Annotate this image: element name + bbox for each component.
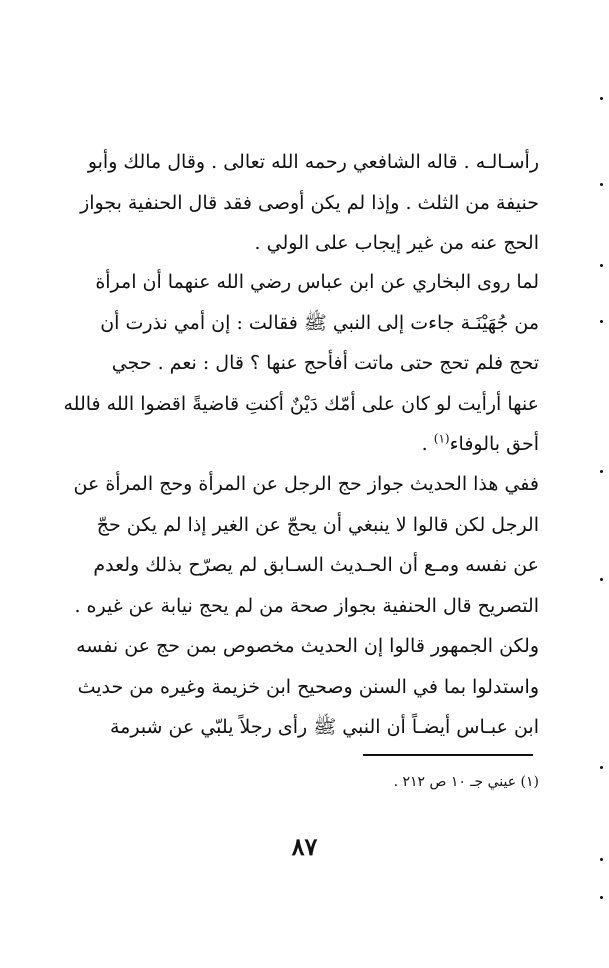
text-line: رأسـالـه . قاله الشافعي رحمه الله تعالى . وقال مالك وأبو xyxy=(87,151,539,173)
text-line xyxy=(69,424,539,465)
text-line: حنيفة من الثلث . وإذا لم يكن أوصى فقد قال الحنفية بجواز xyxy=(80,191,539,214)
edge-speck xyxy=(600,97,603,100)
text-line: لما روى البخاري عن ابن عباس رضي الله عنهما أن امرأة xyxy=(95,271,539,293)
text-line: من جُهَيْنَـة جاءت إلى النبي ﷺ فقالت : إن أمي نذرت أن xyxy=(100,311,539,334)
text-line: عن نفسه ومـع أن الحـديث السـابق لم يصرّح بذلك ولعدم xyxy=(93,554,539,576)
edge-speck xyxy=(600,858,603,861)
edge-speck xyxy=(600,470,603,473)
text-line-end: . xyxy=(421,433,434,455)
edge-speck xyxy=(600,896,603,899)
footnote-reference[interactable]: (١) xyxy=(433,431,450,446)
text-line: الرجل لكن قالوا لا ينبغي أن يحجّ عن الغير إذا لم يكن حجّ xyxy=(96,513,539,536)
text-line-start: أحق بالوفاء xyxy=(449,433,539,455)
text-line: ابن عبـاس أيضـاً أن النبي ﷺ رأى رجلاً يلبّي عن شبرمة xyxy=(109,716,539,738)
edge-speck xyxy=(600,264,603,267)
edge-speck xyxy=(600,578,603,581)
text-line: الحج عنه من غير إيجاب على الولي . xyxy=(254,232,539,254)
text-line: واستدلوا بما في السنن وصحيح ابن خزيمة وغيره من حديث xyxy=(77,675,539,698)
footnote: (١) عيني جـ ١٠ ص ٢١٢ . xyxy=(393,774,539,790)
footnote-divider xyxy=(363,754,533,756)
edge-speck xyxy=(600,320,603,323)
paragraph-3 xyxy=(69,464,539,748)
text-line: ففي هذا الحديث جواز حج الرجل عن المرأة وحج المرأة عن xyxy=(73,473,539,495)
paragraph-2 xyxy=(63,262,539,465)
paragraph-1 xyxy=(69,142,539,264)
page-number: ٨٧ xyxy=(291,832,318,861)
text-line: عنها أرأيت لو كان على أمّك دَيْنٌ أكنتِ قاضيةً اقضوا الله فالله xyxy=(63,392,539,415)
edge-speck xyxy=(600,766,603,769)
text-line: تحج فلم تحج حتى ماتت أفأحج عنها ؟ قال : نعم . حجي xyxy=(111,352,539,374)
text-line: التصريح قال الحنفية بجواز صحة من لم يحج نيابة عن غيره . xyxy=(74,594,539,617)
edge-speck xyxy=(600,183,603,186)
text-line: ولكن الجمهور قالوا إن الحديث مخصوص بمن حج عن نفسه xyxy=(76,635,539,657)
